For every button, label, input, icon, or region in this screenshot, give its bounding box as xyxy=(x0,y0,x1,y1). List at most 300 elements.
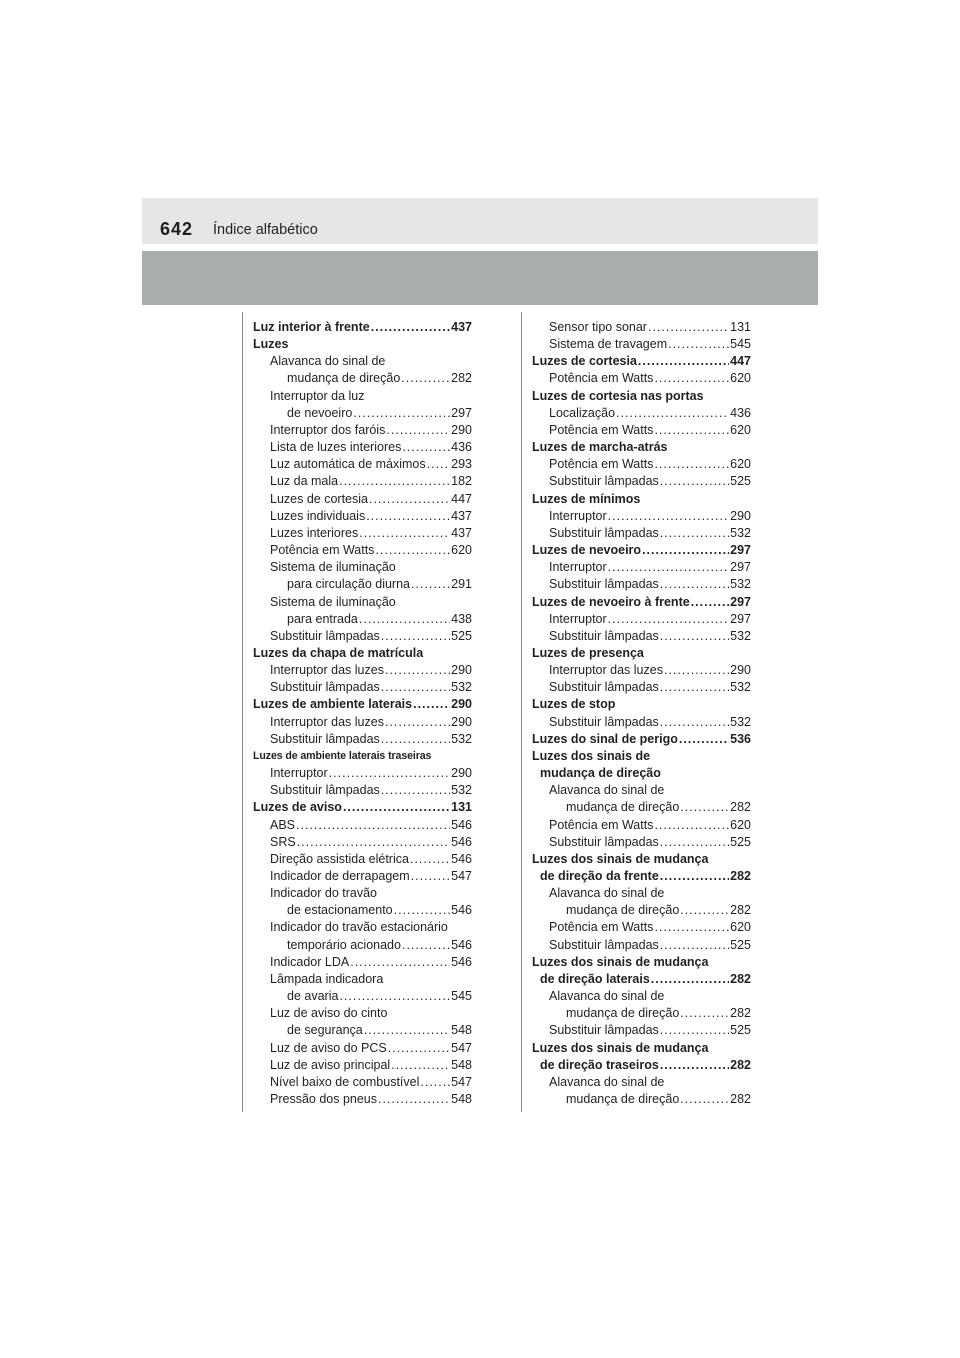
index-entry xyxy=(253,525,472,542)
index-entry-page: 447 xyxy=(730,354,751,369)
index-entry-page: 291 xyxy=(451,577,472,592)
dot-leader xyxy=(410,851,450,868)
index-column-right xyxy=(532,319,751,1108)
index-entry xyxy=(532,645,751,662)
index-entry xyxy=(532,817,751,834)
index-entry xyxy=(532,628,751,645)
index-entry xyxy=(532,885,751,902)
index-entry-page: 546 xyxy=(451,817,472,832)
index-entry-term: Luz de aviso do PCS xyxy=(270,1040,387,1055)
index-entry-page: 548 xyxy=(451,1023,472,1038)
index-entry-term: Luz interior à frente xyxy=(253,320,370,334)
index-entry-term: ABS xyxy=(270,817,296,832)
index-entry-term: Potência em Watts xyxy=(270,543,375,558)
index-entry xyxy=(253,1057,472,1074)
dot-leader xyxy=(343,799,450,816)
index-entry-term: Luzes interiores xyxy=(270,525,359,540)
index-entry-page: 548 xyxy=(451,1092,472,1107)
dot-leader xyxy=(381,782,450,799)
index-entry xyxy=(253,473,472,490)
index-entry-term: Substituir lâmpadas xyxy=(549,1023,659,1038)
header-banner xyxy=(142,251,818,305)
index-entry-term: Luzes da chapa de matrícula xyxy=(253,645,424,660)
dot-leader xyxy=(680,1091,729,1108)
index-entry xyxy=(253,714,472,731)
index-entry-page: 532 xyxy=(451,680,472,695)
index-entry-page: 620 xyxy=(730,422,751,437)
index-entry xyxy=(532,748,751,765)
index-entry-term: Luzes de stop xyxy=(532,697,616,712)
dot-leader xyxy=(394,902,451,919)
index-entry-term: de direção traseiros xyxy=(540,1057,659,1072)
index-entry-term: Nível baixo de combustível xyxy=(270,1074,420,1089)
index-entry-term: Substituir lâmpadas xyxy=(549,680,659,695)
index-entry-page: 525 xyxy=(730,1023,751,1038)
index-entry xyxy=(253,576,472,593)
index-entry-term: Sistema de iluminação xyxy=(270,560,396,575)
dot-leader xyxy=(660,473,729,490)
index-entry-term: Indicador do travão xyxy=(270,886,378,901)
index-entry-term: Luzes de nevoeiro xyxy=(532,543,642,558)
dot-leader xyxy=(664,662,729,679)
index-entry xyxy=(253,491,472,508)
index-entry xyxy=(253,817,472,834)
index-entry xyxy=(532,937,751,954)
index-entry-term: Sistema de travagem xyxy=(549,337,668,352)
index-entry-term: Substituir lâmpadas xyxy=(549,577,659,592)
dot-leader xyxy=(654,422,729,439)
index-entry-term: de nevoeiro xyxy=(287,405,353,420)
index-entry xyxy=(253,422,472,439)
index-entry-term: Substituir lâmpadas xyxy=(549,834,659,849)
dot-leader xyxy=(691,594,729,611)
index-entry-page: 290 xyxy=(730,508,751,523)
dot-leader xyxy=(660,1057,729,1074)
dot-leader xyxy=(648,319,729,336)
index-entry-term: Interruptor xyxy=(549,560,607,575)
index-entry-term: Luzes dos sinais de xyxy=(532,748,651,763)
index-entry xyxy=(532,336,751,353)
dot-leader xyxy=(371,319,450,336)
index-entry-term: Luzes de aviso xyxy=(253,800,342,815)
index-entry xyxy=(253,319,472,336)
index-entry xyxy=(253,765,472,782)
index-entry-page: 620 xyxy=(730,817,751,832)
index-entry-term: Alavanca do sinal de xyxy=(549,1074,665,1089)
index-entry-term: Substituir lâmpadas xyxy=(549,474,659,489)
index-entry-term: Luzes de ambiente laterais traseiras xyxy=(253,749,432,762)
index-entry-page: 282 xyxy=(730,1006,751,1021)
section-title: Índice alfabético xyxy=(213,222,318,238)
index-entry xyxy=(253,919,472,936)
index-entry-page: 282 xyxy=(730,800,751,815)
index-entry xyxy=(532,902,751,919)
index-entry xyxy=(532,988,751,1005)
dot-leader xyxy=(339,988,450,1005)
index-entry xyxy=(253,353,472,370)
index-entry-page: 532 xyxy=(730,714,751,729)
index-entry xyxy=(253,439,472,456)
index-entry xyxy=(532,319,751,336)
index-entry xyxy=(532,508,751,525)
index-entry-term: Interruptor das luzes xyxy=(270,714,384,729)
index-entry xyxy=(253,1074,472,1091)
dot-leader xyxy=(385,714,450,731)
dot-leader xyxy=(385,662,450,679)
index-entry xyxy=(532,439,751,456)
dot-leader xyxy=(350,954,450,971)
index-entry-page: 532 xyxy=(730,628,751,643)
index-entry-page: 532 xyxy=(730,680,751,695)
index-entry-page: 437 xyxy=(451,525,472,540)
index-entry-page: 282 xyxy=(730,1057,751,1072)
dot-leader xyxy=(668,336,729,353)
dot-leader xyxy=(359,611,450,628)
index-entry xyxy=(253,954,472,971)
index-entry xyxy=(253,851,472,868)
index-entry-page: 525 xyxy=(730,834,751,849)
index-entry-page: 297 xyxy=(730,611,751,626)
left-column-rule xyxy=(242,312,243,1112)
index-entry-term: Substituir lâmpadas xyxy=(549,628,659,643)
index-entry-term: Luzes dos sinais de mudança xyxy=(532,1040,709,1055)
index-entry-term: Pressão dos pneus xyxy=(270,1092,378,1107)
dot-leader xyxy=(660,834,729,851)
index-entry-page: 131 xyxy=(451,800,472,815)
index-entry-term: Interruptor das luzes xyxy=(549,663,663,678)
index-entry-page: 290 xyxy=(451,697,472,712)
index-entry xyxy=(532,1091,751,1108)
index-entry-term: Substituir lâmpadas xyxy=(270,680,380,695)
index-entry-term: Interruptor xyxy=(549,611,607,626)
index-entry-term: Sensor tipo sonar xyxy=(549,320,647,334)
dot-leader xyxy=(680,799,729,816)
index-entry-term: Luzes dos sinais de mudança xyxy=(532,851,709,866)
index-entry xyxy=(253,696,472,713)
index-entry xyxy=(532,954,751,971)
dot-leader xyxy=(386,422,450,439)
index-entry-term: de direção laterais xyxy=(540,971,650,986)
index-entry xyxy=(253,370,472,387)
dot-leader xyxy=(660,525,729,542)
index-entry xyxy=(253,868,472,885)
index-entry-page: 620 xyxy=(730,371,751,386)
index-entry-page: 282 xyxy=(730,903,751,918)
index-entry-term: Luzes de ambiente laterais xyxy=(253,697,413,712)
page-number: 642 xyxy=(160,219,194,239)
dot-leader xyxy=(375,542,450,559)
index-entry xyxy=(532,473,751,490)
index-entry xyxy=(532,851,751,868)
index-entry-term: mudança de direção xyxy=(566,1092,680,1107)
index-entry-term: Luzes de cortesia xyxy=(532,354,637,369)
index-entry xyxy=(532,1074,751,1091)
index-entry xyxy=(532,388,751,405)
index-entry xyxy=(253,405,472,422)
index-entry-page: 532 xyxy=(730,525,751,540)
index-entry xyxy=(253,559,472,576)
page-header xyxy=(142,198,818,244)
index-entry xyxy=(253,885,472,902)
dot-leader xyxy=(616,405,729,422)
index-entry-term: Luzes dos sinais de mudança xyxy=(532,954,709,969)
dot-leader xyxy=(329,765,450,782)
index-entry xyxy=(253,834,472,851)
index-entry-page: 282 xyxy=(730,869,751,883)
index-entry xyxy=(253,388,472,405)
index-entry-term: mudança de direção xyxy=(540,766,661,781)
index-entry-page: 131 xyxy=(730,320,751,334)
dot-leader xyxy=(391,1057,450,1074)
index-entry-term: Luzes de cortesia xyxy=(270,491,368,506)
dot-leader xyxy=(660,714,729,731)
dot-leader xyxy=(660,1022,729,1039)
index-entry-page: 547 xyxy=(451,869,472,883)
dot-leader xyxy=(413,696,450,713)
dot-leader xyxy=(608,611,729,628)
dot-leader xyxy=(660,576,729,593)
index-entry-page: 547 xyxy=(451,1040,472,1055)
index-entry-term: Interruptor xyxy=(549,508,607,523)
index-entry-term: Alavanca do sinal de xyxy=(549,783,665,798)
index-entry xyxy=(253,679,472,696)
index-entry xyxy=(253,594,472,611)
index-entry-page: 282 xyxy=(451,371,472,386)
index-entry-term: Potência em Watts xyxy=(549,920,654,935)
index-entry xyxy=(532,834,751,851)
dot-leader xyxy=(339,473,450,490)
index-entry-page: 536 xyxy=(730,731,751,746)
index-entry-term: Luzes do sinal de perigo xyxy=(532,731,678,746)
index-entry-term: mudança de direção xyxy=(566,903,680,918)
index-entry-page: 297 xyxy=(730,560,751,575)
index-entry-term: Direção assistida elétrica xyxy=(270,851,409,866)
dot-leader xyxy=(401,370,450,387)
index-entry xyxy=(253,628,472,645)
index-entry-term: para circulação diurna xyxy=(287,577,410,592)
index-entry-page: 532 xyxy=(451,783,472,798)
index-entry xyxy=(532,525,751,542)
index-entry xyxy=(253,902,472,919)
dot-leader xyxy=(378,1091,450,1108)
index-entry-page: 436 xyxy=(730,405,751,420)
index-entry-page: 525 xyxy=(730,474,751,489)
index-entry xyxy=(253,748,472,765)
index-entry xyxy=(532,611,751,628)
index-entry xyxy=(532,971,751,988)
index-entry-term: Luzes xyxy=(253,337,289,352)
index-entry-term: Substituir lâmpadas xyxy=(549,525,659,540)
index-entry-term: Interruptor da luz xyxy=(270,388,365,403)
dot-leader xyxy=(388,1040,450,1057)
index-entry-term: Substituir lâmpadas xyxy=(549,714,659,729)
index-entry xyxy=(253,799,472,816)
index-entry-page: 532 xyxy=(451,731,472,746)
index-entry xyxy=(532,491,751,508)
index-entry-page: 438 xyxy=(451,611,472,626)
dot-leader xyxy=(411,576,450,593)
index-entry xyxy=(532,868,751,885)
index-entry-term: Localização xyxy=(549,405,616,420)
dot-leader xyxy=(402,937,450,954)
dot-leader xyxy=(381,679,450,696)
index-entry-term: Luz de aviso principal xyxy=(270,1057,391,1072)
dot-leader xyxy=(654,919,729,936)
index-entry-term: Substituir lâmpadas xyxy=(270,628,380,643)
index-entry xyxy=(532,731,751,748)
dot-leader xyxy=(364,1022,450,1039)
index-entry xyxy=(532,765,751,782)
index-entry xyxy=(253,645,472,662)
index-entry xyxy=(532,919,751,936)
index-entry xyxy=(532,1040,751,1057)
index-entry xyxy=(532,679,751,696)
index-entry-page: 437 xyxy=(451,508,472,523)
index-entry xyxy=(532,1022,751,1039)
index-entry xyxy=(532,542,751,559)
index-entry-page: 548 xyxy=(451,1057,472,1072)
dot-leader xyxy=(654,456,729,473)
dot-leader xyxy=(660,868,729,885)
index-entry xyxy=(253,1022,472,1039)
dot-leader xyxy=(608,508,729,525)
dot-leader xyxy=(654,817,729,834)
index-entry-term: mudança de direção xyxy=(566,1006,680,1021)
index-entry xyxy=(532,696,751,713)
index-entry xyxy=(532,662,751,679)
index-entry-term: Sistema de iluminação xyxy=(270,594,396,609)
index-entry-page: 290 xyxy=(451,663,472,678)
index-entry-page: 297 xyxy=(730,594,751,609)
index-entry-term: para entrada xyxy=(287,611,358,626)
dot-leader xyxy=(608,559,729,576)
dot-leader xyxy=(651,971,729,988)
index-entry xyxy=(253,731,472,748)
dot-leader xyxy=(654,370,729,387)
index-entry-page: 525 xyxy=(730,937,751,952)
index-entry xyxy=(253,988,472,1005)
index-entry-term: Luzes de presença xyxy=(532,645,644,660)
index-entry-term: Lâmpada indicadora xyxy=(270,971,384,986)
index-entry xyxy=(532,422,751,439)
index-entry-term: Potência em Watts xyxy=(549,371,654,386)
index-entry-term: Luzes de marcha-atrás xyxy=(532,440,668,455)
index-entry-term: Luzes de nevoeiro à frente xyxy=(532,594,690,609)
dot-leader xyxy=(297,834,450,851)
index-entry-term: Potência em Watts xyxy=(549,422,654,437)
dot-leader xyxy=(660,937,729,954)
index-entry-page: 290 xyxy=(451,422,472,437)
index-entry-page: 547 xyxy=(451,1074,472,1089)
index-entry-page: 546 xyxy=(451,851,472,866)
index-entry-term: Luzes de mínimos xyxy=(532,491,641,506)
index-entry-page: 290 xyxy=(451,714,472,729)
index-entry-term: Indicador LDA xyxy=(270,954,350,969)
index-entry-term: Potência em Watts xyxy=(549,457,654,472)
index-entry-term: de segurança xyxy=(287,1023,363,1038)
index-entry-page: 293 xyxy=(451,457,472,472)
index-entry xyxy=(532,370,751,387)
index-entry xyxy=(532,714,751,731)
index-entry-term: Substituir lâmpadas xyxy=(549,937,659,952)
dot-leader xyxy=(642,542,729,559)
index-entry-page: 546 xyxy=(451,937,472,952)
dot-leader xyxy=(680,902,729,919)
index-entry xyxy=(532,594,751,611)
index-entry xyxy=(253,542,472,559)
index-entry-term: Lista de luzes interiores xyxy=(270,440,402,455)
index-entry xyxy=(253,508,472,525)
index-entry xyxy=(253,662,472,679)
index-entry xyxy=(532,782,751,799)
index-entry-term: de estacionamento xyxy=(287,903,393,918)
index-entry-term: Indicador do travão estacionário xyxy=(270,920,448,935)
right-column-rule xyxy=(521,312,522,1112)
index-entry xyxy=(532,353,751,370)
index-entry-term: Luzes de cortesia nas portas xyxy=(532,388,704,403)
dot-leader xyxy=(402,439,450,456)
index-column-left xyxy=(253,319,472,1108)
index-entry-page: 282 xyxy=(730,1092,751,1107)
index-entry-page: 290 xyxy=(451,766,472,781)
dot-leader xyxy=(353,405,450,422)
index-entry-page: 546 xyxy=(451,954,472,969)
index-entry-term: mudança de direção xyxy=(287,371,401,386)
index-entry-page: 620 xyxy=(730,920,751,935)
index-entry-page: 297 xyxy=(730,543,751,558)
index-entry-page: 525 xyxy=(451,628,472,643)
dot-leader xyxy=(638,353,729,370)
index-entry-term: Luzes individuais xyxy=(270,508,366,523)
index-entry xyxy=(253,1005,472,1022)
index-entry xyxy=(253,937,472,954)
dot-leader xyxy=(359,525,450,542)
dot-leader xyxy=(660,628,729,645)
dot-leader xyxy=(366,508,450,525)
index-entry xyxy=(532,1005,751,1022)
index-entry-term: Luz da mala xyxy=(270,474,339,489)
index-entry-term: Interruptor das luzes xyxy=(270,663,384,678)
index-entry-page: 297 xyxy=(451,405,472,420)
dot-leader xyxy=(420,1074,450,1091)
dot-leader xyxy=(680,1005,729,1022)
index-entry-page: 546 xyxy=(451,834,472,849)
index-entry xyxy=(253,782,472,799)
index-entry-page: 620 xyxy=(730,457,751,472)
dot-leader xyxy=(427,456,451,473)
index-entry xyxy=(532,559,751,576)
dot-leader xyxy=(411,868,450,885)
index-entry xyxy=(253,1040,472,1057)
dot-leader xyxy=(381,731,450,748)
index-entry-term: Substituir lâmpadas xyxy=(270,731,380,746)
index-entry-page: 436 xyxy=(451,440,472,455)
index-entry-term: de direção da frente xyxy=(540,869,659,883)
index-entry-term: Interruptor dos faróis xyxy=(270,422,386,437)
index-entry xyxy=(253,456,472,473)
index-entry xyxy=(532,576,751,593)
index-entry-page: 545 xyxy=(730,337,751,352)
index-entry-page: 282 xyxy=(730,971,751,986)
index-entry-term: Indicador de derrapagem xyxy=(270,869,410,883)
dot-leader xyxy=(296,817,450,834)
index-entry-page: 546 xyxy=(451,903,472,918)
index-entry xyxy=(253,971,472,988)
index-entry-term: Luz de aviso do cinto xyxy=(270,1006,388,1021)
index-entry-page: 437 xyxy=(451,320,472,334)
index-entry xyxy=(253,336,472,353)
dot-leader xyxy=(369,491,450,508)
